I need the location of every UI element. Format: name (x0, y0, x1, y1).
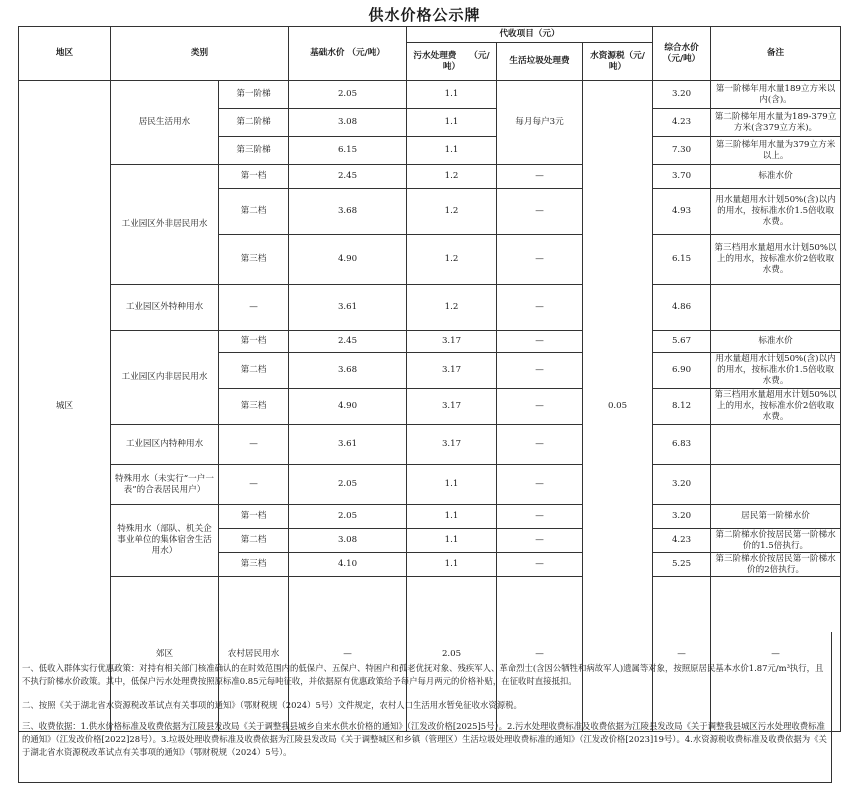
tier-cell: — (289, 577, 407, 732)
total-price-cell: 3.20 (653, 81, 711, 109)
basic-price-cell: 3.61 (289, 285, 407, 331)
sewage-cell: 1.2 (407, 285, 497, 331)
garbage-cell: — (497, 235, 583, 285)
basic-price-cell: 2.05 (289, 81, 407, 109)
sewage-cell: 1.2 (407, 189, 497, 235)
tier-cell: 第一档 (219, 165, 289, 189)
remark-cell (711, 465, 841, 505)
total-price-cell: 6.90 (653, 353, 711, 389)
region-urban: 城区 (19, 81, 111, 732)
tier-cell: 第三档 (219, 235, 289, 285)
total-price-cell: 3.20 (653, 465, 711, 505)
table-row (19, 465, 841, 505)
remark-cell: 第三档用水量超用水计划50%以上的用水，按标准水价2倍收取水费。 (711, 389, 841, 425)
remark-cell (711, 285, 841, 331)
tier-cell: — (219, 425, 289, 465)
tier-cell: 第一阶梯 (219, 81, 289, 109)
total-price-cell: 7.30 (653, 137, 711, 165)
table-row (19, 331, 841, 353)
remark-cell: 第三档用水量超用水计划50%以上的用水，按标准水价2倍收取水费。 (711, 235, 841, 285)
total-price-cell: 3.70 (653, 165, 711, 189)
header-basic-price: 基础水价 （元/吨） (289, 27, 407, 81)
garbage-cell: — (497, 505, 583, 529)
tier-cell: 第二阶梯 (219, 109, 289, 137)
tier-cell: 第一档 (219, 331, 289, 353)
sewage-cell: 1.1 (407, 465, 497, 505)
total-price-cell: 8.12 (653, 389, 711, 425)
footer-notes (18, 632, 832, 783)
sewage-cell: 3.17 (407, 353, 497, 389)
sewage-cell: 3.17 (407, 425, 497, 465)
sewage-cell: 3.17 (407, 389, 497, 425)
category-special-shared-meter: 特殊用水（未实行“一户一表”的合表居民用户） (111, 465, 219, 505)
category-industrial-inside: 工业园区内非居民用水 (111, 331, 219, 425)
basic-price-cell: 3.68 (289, 189, 407, 235)
basic-price-cell: 6.15 (289, 137, 407, 165)
total-price-cell: 4.23 (653, 529, 711, 553)
header-water-tax: 水资源税（元/吨） (583, 43, 653, 81)
category-special-dormitory: 特殊用水（部队、机关企事业单位的集体宿舍生活用水） (111, 505, 219, 577)
garbage-cell: — (497, 389, 583, 425)
basic-price-cell: 2.05 (289, 505, 407, 529)
total-price-cell: 5.67 (653, 331, 711, 353)
garbage-cell: — (653, 577, 711, 732)
basic-price-cell: 3.61 (289, 425, 407, 465)
total-price-cell: 6.15 (653, 235, 711, 285)
table-row (19, 425, 841, 465)
header-region: 地区 (19, 27, 111, 81)
total-price-cell: 4.23 (653, 109, 711, 137)
sewage-cell: 1.2 (407, 165, 497, 189)
total-price-cell: 6.83 (653, 425, 711, 465)
category-industrial-outside: 工业园区外非居民用水 (111, 165, 219, 285)
sewage-cell: 1.2 (407, 235, 497, 285)
remark-cell: 第三阶梯水价按居民第一阶梯水价的2倍执行。 (711, 553, 841, 577)
garbage-cell: — (497, 189, 583, 235)
table-row (19, 165, 841, 189)
garbage-fee-resident: 每月每户3元 (497, 81, 583, 165)
remark-cell: 用水量超用水计划50%(含)以内的用水，按标准水价1.5倍收取水费。 (711, 353, 841, 389)
footer-note-2: 二、按照《关于湖北省水资源税改革试点有关事项的通知》（鄂财税规（2024）5号）文件规定，农村人口生活用水暂免征收水资源税。 (22, 700, 522, 710)
total-price-cell: 4.86 (653, 285, 711, 331)
category-industrial-inside-special: 工业园区内特种用水 (111, 425, 219, 465)
header-garbage: 生活垃圾处理费 (497, 43, 583, 81)
remark-cell: 第二阶梯年用水量为189-379立方米(含379立方米)。 (711, 109, 841, 137)
water-tax-cell: — (711, 577, 841, 732)
basic-price-cell: 3.68 (289, 353, 407, 389)
remark-cell: 标准水价 (711, 331, 841, 353)
remark-cell: 第二阶梯水价按居民第一阶梯水价的1.5倍执行。 (711, 529, 841, 553)
remark-cell: 第三阶梯年用水量为379立方米以上。 (711, 137, 841, 165)
table-row (19, 81, 841, 109)
table-row (19, 505, 841, 529)
remark-cell: 用水量超用水计划50%(含)以内的用水，按标准水价1.5倍收取水费。 (711, 189, 841, 235)
footer-note-1: 一、低收入群体实行优惠政策：对持有相关部门核准确认的在时效范围内的低保户、五保户、特困户和孤老优抚对象、残疾军人、革命烈士(含因公牺牲和病故军人)遗属等对象，按照原居民基本水价1.87元/m³执行，且不执行阶梯水价政策。其中，低保户污水处理费按照原标准0.85元每吨征收，并依据原有优惠政策给予每户每月两元的价格补贴，在征收时直接抵扣。 (22, 663, 824, 686)
remark-cell: 第一阶梯年用水量189立方米以内(含)。 (711, 81, 841, 109)
category-rural-resident: 农村居民用水 (219, 577, 289, 732)
sewage-cell: 1.1 (407, 505, 497, 529)
water-tax-cell: 0.05 (583, 81, 653, 732)
garbage-cell: — (497, 465, 583, 505)
tier-cell: — (219, 285, 289, 331)
garbage-cell: — (497, 553, 583, 577)
garbage-cell: — (497, 331, 583, 353)
tier-cell: 第三阶梯 (219, 137, 289, 165)
basic-price-cell: 4.10 (289, 553, 407, 577)
basic-price-cell: 4.90 (289, 389, 407, 425)
basic-price-cell: 2.45 (289, 165, 407, 189)
sewage-cell: — (497, 577, 583, 732)
remark-cell: 标准水价 (711, 165, 841, 189)
sewage-cell: 3.17 (407, 331, 497, 353)
price-table (18, 26, 841, 732)
garbage-cell: — (497, 285, 583, 331)
table-row (19, 285, 841, 331)
tier-cell: 第一档 (219, 505, 289, 529)
total-price-cell: 3.20 (653, 505, 711, 529)
header-remark: 备注 (711, 27, 841, 81)
sewage-cell: 1.1 (407, 81, 497, 109)
sewage-cell: 1.1 (407, 137, 497, 165)
page-title: 供水价格公示牌 (368, 6, 481, 24)
total-price-cell: 5.25 (653, 553, 711, 577)
garbage-cell: — (497, 425, 583, 465)
garbage-cell: — (497, 165, 583, 189)
tier-cell: 第二档 (219, 189, 289, 235)
remark-cell: 居民第一阶梯水价 (711, 505, 841, 529)
tier-cell: — (219, 465, 289, 505)
sewage-cell: 1.1 (407, 529, 497, 553)
basic-price-cell: 3.08 (289, 109, 407, 137)
tier-cell: 第二档 (219, 529, 289, 553)
remark-cell (711, 425, 841, 465)
tier-cell: 第三档 (219, 389, 289, 425)
sewage-cell: 1.1 (407, 109, 497, 137)
footer-note-3: 三、收费依据：1.供水价格标准及收费依据为江陵县发改局《关于调整我县城乡自来水供水价格的通知》（江发改价格[2025]5号）。2.污水处理收费标准及收费依据为江陵县发改局《关于调整我县城区污水处理收费标准的通知》（江发改价格[2022]28号）。3.垃圾处理收费标准及收费依据为江陵县发改局《关于调整城区和乡镇（管理区）生活垃圾处理收费标准的通知》（江发改价格[2023]19号）。4.水资源税收费标准及收费依据为《关于湖北省水资源税改革试点有关事项的通知》（鄂财税规（2024）5号）。 (22, 721, 827, 757)
header-category: 类别 (111, 27, 289, 81)
tier-cell: 第二档 (219, 353, 289, 389)
header-collect-items: 代收项目（元） (407, 27, 653, 43)
basic-price-cell: 3.08 (289, 529, 407, 553)
sewage-cell: 1.1 (407, 553, 497, 577)
basic-price-cell: 2.05 (407, 577, 497, 732)
header-sewage: 污水处理费 （元/吨） (407, 43, 497, 81)
category-industrial-outside-special: 工业园区外特种用水 (111, 285, 219, 331)
basic-price-cell: 2.45 (289, 331, 407, 353)
garbage-cell: — (497, 529, 583, 553)
header-total-price: 综合水价（元/吨） (653, 27, 711, 81)
basic-price-cell: 2.05 (289, 465, 407, 505)
total-price-cell: 4.93 (653, 189, 711, 235)
garbage-cell: — (497, 353, 583, 389)
tier-cell: 第三档 (219, 553, 289, 577)
category-resident: 居民生活用水 (111, 81, 219, 165)
region-suburb: 郊区 (111, 577, 219, 732)
basic-price-cell: 4.90 (289, 235, 407, 285)
